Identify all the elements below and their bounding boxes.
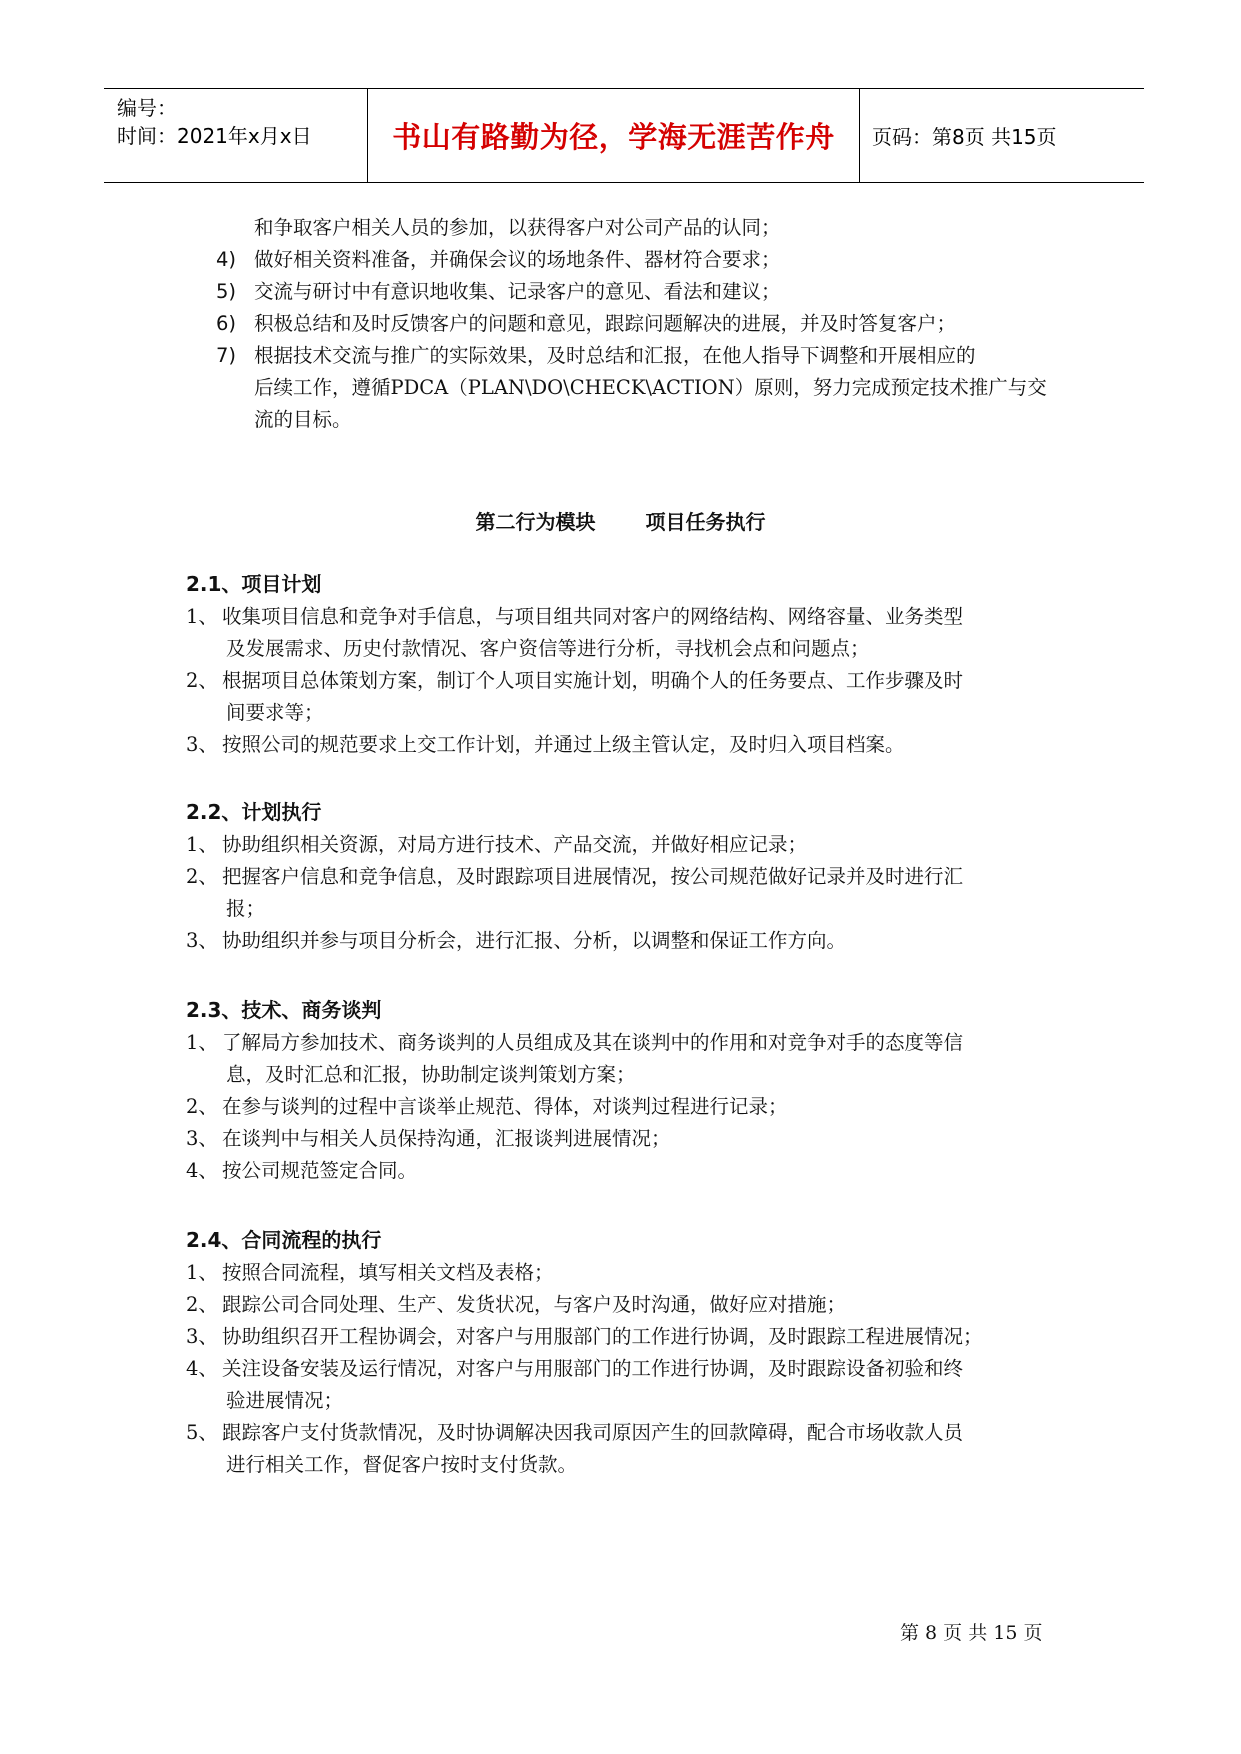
section-2-2	[186, 795, 1086, 957]
section-heading: 2.2、计划执行	[186, 800, 322, 824]
list-item: 7) 根据技术交流与推广的实际效果，及时总结和汇报，在他人指导下调整和开展相应的	[216, 344, 976, 367]
header-page-info: 页码：第8页 共15页	[872, 125, 1057, 149]
list-item-continuation: 流的目标。	[254, 408, 352, 431]
list-item: 3、 协助组织并参与项目分析会，进行汇报、分析，以调整和保证工作方向。	[186, 929, 847, 952]
list-item: 2、 跟踪公司合同处理、生产、发货状况，与客户及时沟通，做好应对措施；	[186, 1293, 847, 1316]
section-heading: 2.1、项目计划	[186, 572, 322, 596]
section-2-3	[186, 993, 1086, 1187]
section-heading: 2.3、技术、商务谈判	[186, 998, 382, 1022]
header-divider-right	[859, 88, 860, 183]
list-item: 1、 收集项目信息和竞争对手信息，与项目组共同对客户的网络结构、网络容量、业务类型 及发展需求、历史付款情况、客户资信等进行分析，寻找机会点和问题点；	[186, 605, 964, 660]
section-2-1	[186, 567, 1086, 761]
list-item-continuation: 后续工作，遵循PDCA（PLAN\DO\CHECK\ACTION）原则，努力完成预定技术推广与交	[254, 376, 1047, 399]
list-item: 5) 交流与研讨中有意识地收集、记录客户的意见、看法和建议；	[216, 280, 781, 303]
header-time-label: 时间：2021年x月x日	[117, 124, 312, 148]
list-item: 4) 做好相关资料准备，并确保会议的场地条件、器材符合要求；	[216, 248, 781, 271]
list-item: 4、 关注设备安装及运行情况，对客户与用服部门的工作进行协调，及时跟踪设备初验和终 验进展情况；	[186, 1357, 964, 1412]
list-item: 2、 根据项目总体策划方案，制订个人项目实施计划，明确个人的任务要点、工作步骤及时 间要求等；	[186, 669, 964, 724]
list-item: 2、 在参与谈判的过程中言谈举止规范、得体，对谈判过程进行记录；	[186, 1095, 788, 1118]
list-item: 1、 了解局方参加技术、商务谈判的人员组成及其在谈判中的作用和对竞争对手的态度等信 息，及时汇总和汇报，协助制定谈判策划方案；	[186, 1031, 964, 1086]
list-item: 4、 按公司规范签定合同。	[186, 1159, 418, 1182]
section-heading: 2.4、合同流程的执行	[186, 1228, 382, 1252]
list-item: 2、 把握客户信息和竞争信息，及时跟踪项目进展情况，按公司规范做好记录并及时进行汇 报；	[186, 865, 964, 920]
list-item: 6) 积极总结和及时反馈客户的问题和意见，跟踪问题解决的进展，并及时答复客户；	[216, 312, 957, 335]
list-item: 1、 按照合同流程，填写相关文档及表格；	[186, 1261, 554, 1284]
module-title-part2: 项目任务执行	[645, 510, 766, 534]
page-footer: 第 8 页 共 15 页	[900, 1622, 1043, 1644]
list-item: 5、 跟踪客户支付货款情况，及时协调解决因我司原因产生的回款障碍，配合市场收款人员 进行相关工作，督促客户按时支付货款。	[186, 1421, 964, 1476]
module-title-part1: 第二行为模块	[475, 510, 596, 534]
list-item: 3、 按照公司的规范要求上交工作计划，并通过上级主管认定，及时归入项目档案。	[186, 733, 905, 756]
intro-list	[186, 212, 1066, 436]
header-number-label: 编号：	[117, 96, 177, 120]
intro-continuation-line: 和争取客户相关人员的参加，以获得客户对公司产品的认同；	[254, 216, 781, 239]
list-item: 1、 协助组织相关资源，对局方进行技术、产品交流，并做好相应记录；	[186, 833, 808, 856]
list-item: 3、 协助组织召开工程协调会，对客户与用服部门的工作进行协调，及时跟踪工程进展情况；	[186, 1325, 983, 1348]
section-2-4	[186, 1223, 1086, 1481]
list-item: 3、 在谈判中与相关人员保持沟通，汇报谈判进展情况；	[186, 1127, 671, 1150]
module-title	[0, 506, 1241, 535]
header-meta	[117, 94, 312, 150]
page-header	[104, 88, 1144, 183]
header-motto: 书山有路勤为径，学海无涯苦作舟	[392, 120, 835, 154]
